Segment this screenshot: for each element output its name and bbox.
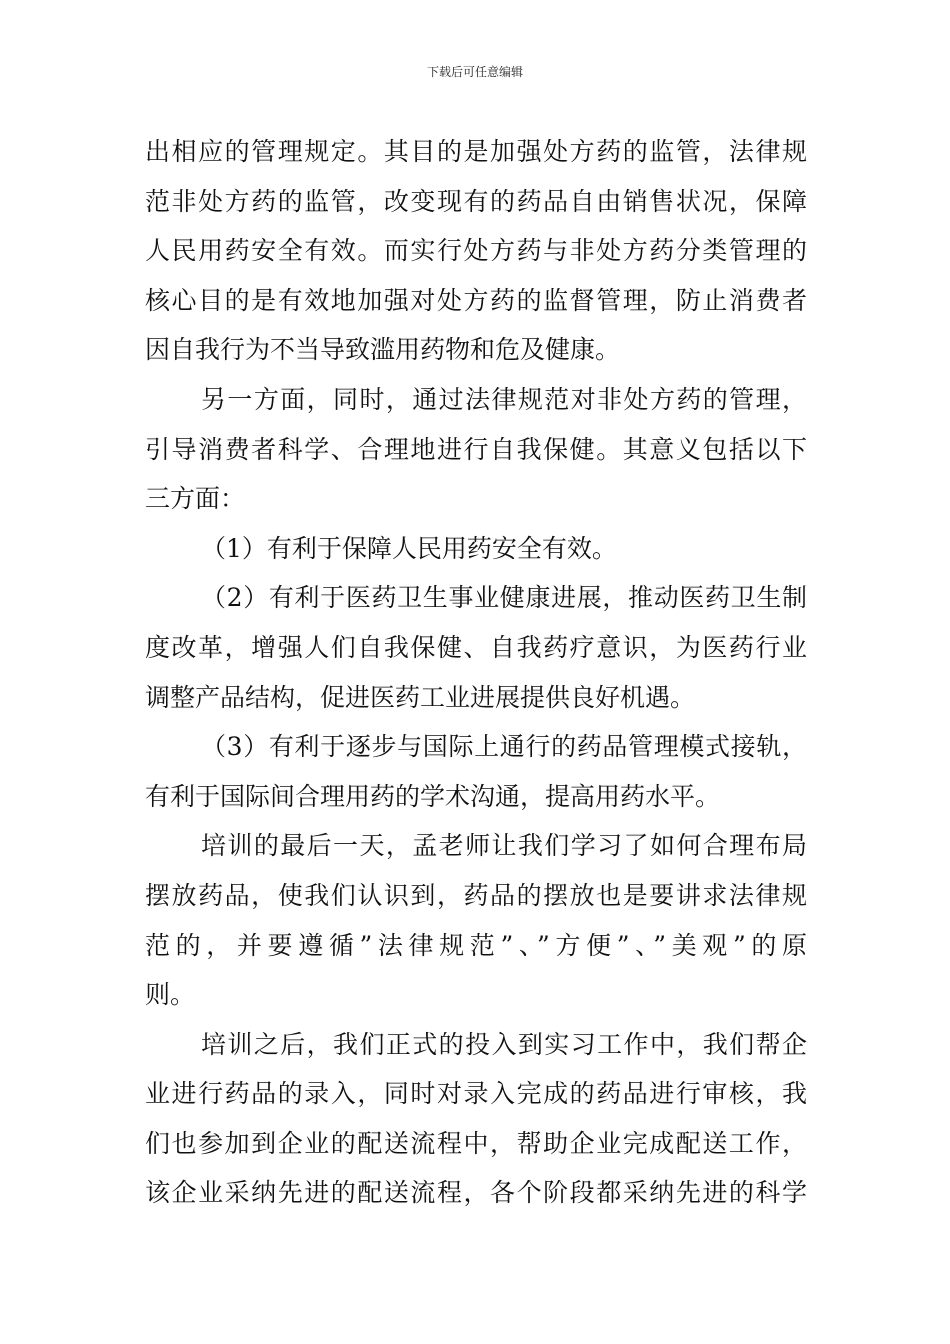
text-line: 另一方面，同时，通过法律规范对非处方药的管理， xyxy=(201,384,807,414)
list-item: （3）有利于逐步与国际上通行的药品管理模式接轨， xyxy=(201,732,807,762)
text-line: 们也参加到企业的配送流程中，帮助企业完成配送工作， xyxy=(145,1128,807,1158)
text-line: 有利于国际间合理用药的学术沟通，提高用药水平。 xyxy=(145,781,721,811)
text-line: 核心目的是有效地加强对处方药的监督管理，防止消费者 xyxy=(145,285,807,315)
page-header-note: 下载后可任意编辑 xyxy=(426,65,523,79)
text-line: 培训之后，我们正式的投入到实习工作中，我们帮企 xyxy=(201,1029,807,1059)
list-item: （1）有利于保障人民用药安全有效。 xyxy=(201,533,617,563)
text-line: 出相应的管理规定。其目的是加强处方药的监管，法律规 xyxy=(145,137,807,166)
text-line: 范非处方药的监管，改变现有的药品自由销售状况，保障 xyxy=(145,186,807,216)
text-line: 培训的最后一天，孟老师让我们学习了如何合理布局 xyxy=(201,831,807,861)
text-line: 业进行药品的录入，同时对录入完成的药品进行审核，我 xyxy=(145,1079,807,1109)
text-line: 引导消费者科学、合理地进行自我保健。其意义包括以下 xyxy=(145,434,807,464)
text-line: 人民用药安全有效。而实行处方药与非处方药分类管理的 xyxy=(145,236,807,266)
document-body xyxy=(145,127,807,1218)
text-line: 范的，并要遵循”法律规范”、”方便”、”美观”的原 xyxy=(145,930,807,960)
text-line: 调整产品结构，促进医药工业进展提供良好机遇。 xyxy=(145,682,696,712)
text-line: 度改革，增强人们自我保健、自我药疗意识，为医药行业 xyxy=(145,632,807,662)
text-line: 摆放药品，使我们认识到，药品的摆放也是要讲求法律规 xyxy=(145,880,807,910)
text-line: 则。 xyxy=(145,980,196,1010)
text-line: 因自我行为不当导致滥用药物和危及健康。 xyxy=(145,335,621,365)
list-item: （2）有利于医药卫生事业健康进展，推动医药卫生制 xyxy=(201,583,807,613)
text-line: 三方面： xyxy=(145,484,246,514)
text-line: 该企业采纳先进的配送流程，各个阶段都采纳先进的科学 xyxy=(145,1178,807,1208)
